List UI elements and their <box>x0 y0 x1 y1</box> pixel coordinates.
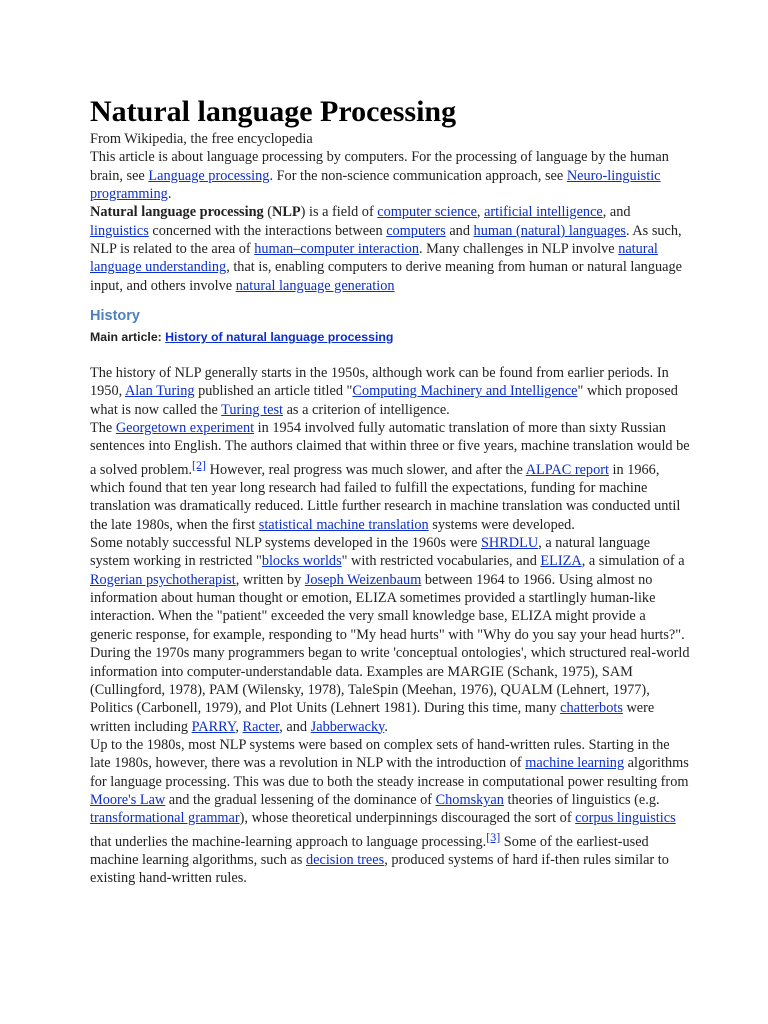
link-human-natural-languages[interactable]: human (natural) languages <box>473 222 626 239</box>
link-computers[interactable]: computers <box>386 222 446 239</box>
link-neuro-linguistic-programming[interactable]: Neuro-linguistic programming <box>90 167 661 203</box>
link-alpac-report[interactable]: ALPAC report <box>525 461 609 478</box>
link-parry[interactable]: PARRY <box>191 718 236 735</box>
link-statistical-machine-translation[interactable]: statistical machine translation <box>258 516 429 533</box>
link-computer-science[interactable]: computer science <box>377 204 477 221</box>
link-machine-learning[interactable]: machine learning <box>525 755 625 772</box>
link-moores-law[interactable]: Moore's Law <box>90 791 166 808</box>
intro-paragraph: Natural language processing (NLP) is a field of computer science, artificial intelligence, and linguistics concerned with the interactions between computers and human (natural) languages. As such, NLP is related to the area of human–computer interaction. Many challenges in NLP involve natural language understanding, that is, enabling computers to derive meaning from human or natural language input, and others involve natural language generation <box>90 204 682 294</box>
link-georgetown-experiment[interactable]: Georgetown experiment <box>115 420 255 437</box>
link-shrdlu[interactable]: SHRDLU <box>480 535 539 552</box>
history-paragraph-5: Up to the 1980s, most NLP systems were based on complex sets of hand-written rules. Starting in the late 1980s, however, there was a revolution in NLP with the introduction of machine learning algorithms for language processing. This was due to both the steady increase in computational power resulting from Moore's Law and the gradual lessening of the dominance of Chomskyan theories of linguistics (e.g. transformational grammar), whose theoretical underpinnings discouraged the sort of corpus linguistics that underlies the machine-learning approach to language processing.[3] Some of the earliest-used machine learning algorithms, such as decision trees, produced systems of hard if-then rules similar to existing hand-written rules. <box>90 736 689 887</box>
link-history-of-nlp[interactable]: History of natural language processing <box>165 330 394 344</box>
hatnote: This article is about language processing by computers. For the processing of language by the human brain, see Language processing. For the non-science communication approach, see Neuro-linguistic programming. <box>90 149 669 203</box>
link-eliza[interactable]: ELIZA <box>540 553 582 570</box>
link-racter[interactable]: Racter <box>242 718 280 735</box>
page-title: Natural language Processing <box>90 95 457 128</box>
link-transformational-grammar[interactable]: transformational grammar <box>90 810 240 827</box>
history-paragraph-1: The history of NLP generally starts in the 1950s, although work can be found from earlier periods. In 1950, Alan Turing published an article titled "Computing Machinery and Intelligence" which proposed what is now called the Turing test as a criterion of intelligence. <box>90 365 678 418</box>
main-article-note: Main article: History of natural language processing <box>90 330 394 344</box>
link-artificial-intelligence[interactable]: artificial intelligence <box>484 204 603 221</box>
link-human-computer-interaction[interactable]: human–computer interaction <box>254 241 419 258</box>
history-paragraph-2: The Georgetown experiment in 1954 involved fully automatic translation of more than sixty Russian sentences into English. The authors claimed that within three or five years, machine translation would be a solved problem.[2] However, real progress was much slower, and after the ALPAC report in 1966, which found that ten year long research had failed to fulfill the expectations, funding for machine translation was dramatically reduced. Little further research in machine translation was conducted until the late 1980s, when the first statistical machine translation systems were developed. <box>90 420 690 533</box>
citation-2[interactable]: [2] <box>192 457 207 472</box>
history-paragraph-3: Some notably successful NLP systems developed in the 1960s were SHRDLU, a natural language system working in restricted "blocks worlds" with restricted vocabularies, and ELIZA, a simulation of a Rogerian psychotherapist, written by Joseph Weizenbaum between 1964 to 1966. Using almost no information about human thought or emotion, ELIZA sometimes provided a startlingly human-like interaction. When the "patient" exceeded the very small knowledge base, ELIZA might provide a generic response, for example, responding to "My head hurts" with "Why do you say your head hurts?". <box>90 535 685 643</box>
link-joseph-weizenbaum[interactable]: Joseph Weizenbaum <box>304 571 422 588</box>
link-rogerian-psychotherapist[interactable]: Rogerian psychotherapist <box>90 571 236 588</box>
intro-section <box>90 130 690 295</box>
source-line: From Wikipedia, the free encyclopedia <box>90 131 313 147</box>
link-turing-test[interactable]: Turing test <box>221 401 284 418</box>
link-chomskyan[interactable]: Chomskyan <box>435 791 504 808</box>
history-section <box>90 364 690 888</box>
link-jabberwacky[interactable]: Jabberwacky <box>310 718 385 735</box>
link-computing-machinery[interactable]: Computing Machinery and Intelligence <box>352 383 578 400</box>
link-natural-language-generation[interactable]: natural language generation <box>235 277 395 294</box>
link-blocks-worlds[interactable]: blocks worlds <box>261 553 342 570</box>
link-natural-language-understanding[interactable]: natural language understanding <box>90 241 658 276</box>
section-heading-history: History <box>90 308 140 324</box>
history-paragraph-4: During the 1970s many programmers began to write 'conceptual ontologies', which structured real-world information into computer-understandable data. Examples are MARGIE (Schank, 1975), SAM (Cullingford, 1978), PAM (Wilensky, 1978), TaleSpin (Meehan, 1976), QUALM (Lehnert, 1977), Politics (Carbonell, 1979), and Plot Units (Lehnert 1981). During this time, many chatterbots were written including PARRY, Racter, and Jabberwacky. <box>90 645 690 735</box>
link-linguistics[interactable]: linguistics <box>90 222 149 239</box>
link-chatterbots[interactable]: chatterbots <box>560 700 623 717</box>
link-decision-trees[interactable]: decision trees <box>305 851 385 868</box>
link-corpus-linguistics[interactable]: corpus linguistics <box>575 810 676 827</box>
link-alan-turing[interactable]: Alan Turing <box>124 383 195 400</box>
link-language-processing[interactable]: Language processing <box>148 167 270 184</box>
citation-3[interactable]: [3] <box>486 829 501 844</box>
